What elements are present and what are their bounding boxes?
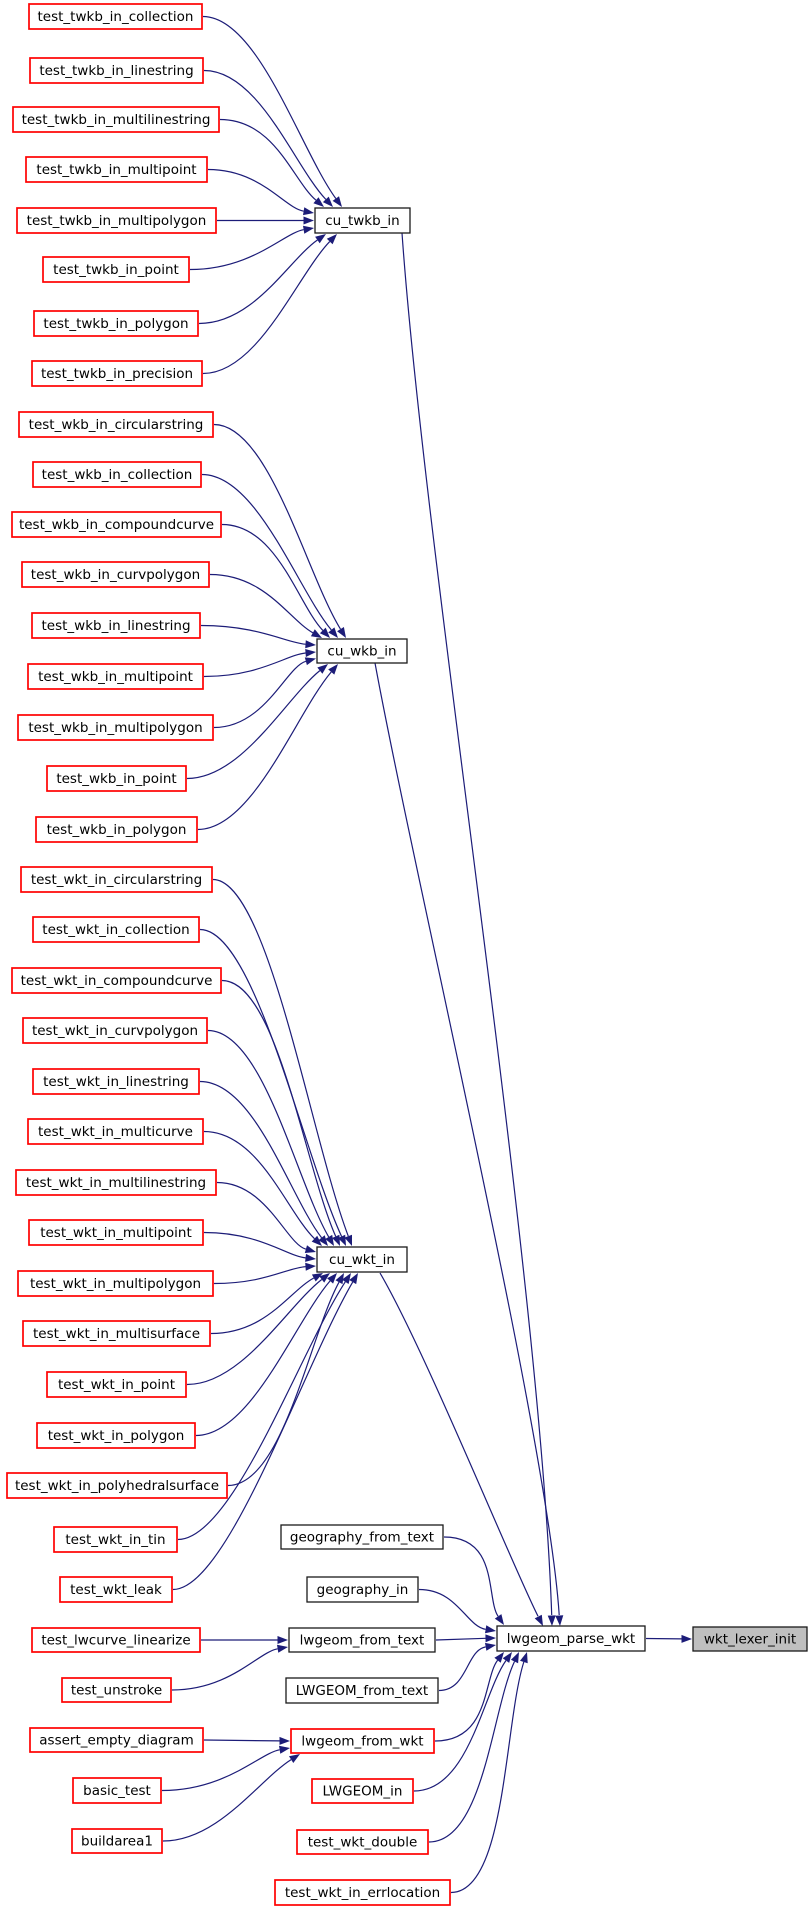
arrowhead-buildarea1-to-lwgeom_from_wkt [289,1754,300,1763]
edge-test_twkb_in_precision-to-cu_twkb_in [203,242,330,374]
node-label: basic_test [83,1783,151,1799]
arrowhead-cu_wkt_in-to-lwgeom_parse_wkt [535,1615,543,1626]
edge-test_wkb_in_linestring-to-cu_wkb_in [201,626,306,645]
node-label: lwgeom_from_wkt [301,1733,424,1750]
arrowhead-lwgeom_parse_wkt-to-wkt_lexer_init [682,1635,693,1643]
arrowhead-test_twkb_in_multipoint-to-cu_twkb_in [303,207,314,215]
node-label: test_wkt_in_polyhedralsurface [14,1478,220,1494]
arrowhead-geography_in-to-lwgeom_parse_wkt [485,1625,496,1633]
edge-test_twkb_in_linestring-to-cu_twkb_in [204,71,326,200]
edge-test_unstroke-to-lwgeom_from_text [172,1649,278,1690]
edge-LWGEOM_from_text-to-lwgeom_parse_wkt [439,1647,486,1691]
arrowhead-cu_twkb_in-to-lwgeom_parse_wkt [548,1615,556,1626]
node-LWGEOM_in[interactable] [312,1779,413,1803]
node-label: test_wkt_leak [70,1582,162,1598]
node-test_wkt_in_polyhedralsurface[interactable] [7,1473,227,1498]
node-label: test_twkb_in_multipolygon [26,213,207,229]
node-label: test_wkt_in_multisurface [32,1326,201,1342]
arrowhead-test_wkb_in_multipoint-to-cu_wkb_in [305,649,316,657]
node-label: cu_wkb_in [327,643,397,660]
node-label: test_wkb_in_polygon [46,822,187,838]
node-test_twkb_in_multipolygon[interactable] [17,208,216,233]
edge-test_wkt_in_errlocation-to-lwgeom_parse_wkt [451,1662,524,1893]
node-label: test_twkb_in_point [53,262,179,278]
node-cu_wkt_in[interactable] [317,1247,407,1272]
node-label: test_wkb_in_compoundcurve [18,517,215,533]
node-label: test_wkt_in_multilinestring [25,1175,207,1191]
node-assert_empty_diagram[interactable] [30,1728,203,1752]
node-label: test_twkb_in_linestring [39,63,194,79]
node-test_wkt_in_linestring[interactable] [33,1069,199,1094]
edge-lwgeom_from_wkt-to-lwgeom_parse_wkt [435,1660,498,1741]
edge-test_wkb_in_polygon-to-cu_wkb_in [198,672,331,830]
node-label: test_wkt_in_circularstring [30,872,203,888]
edge-buildarea1-to-lwgeom_from_wkt [163,1760,291,1841]
node-test_wkb_in_curvpolygon[interactable] [22,562,209,587]
node-label: test_twkb_in_precision [40,366,194,382]
node-label: test_wkt_in_polygon [47,1428,185,1444]
arrowhead-cu_wkb_in-to-lwgeom_parse_wkt [555,1615,563,1626]
arrowhead-geography_from_text-to-lwgeom_parse_wkt [495,1614,504,1625]
node-test_wkb_in_multipolygon[interactable] [18,715,213,740]
edge-test_wkt_in_circularstring-to-cu_wkt_in [213,880,348,1237]
edge-test_twkb_in_multilinestring-to-cu_twkb_in [220,120,316,201]
arrowhead-test_twkb_in_collection-to-cu_twkb_in [333,196,342,207]
edge-test_twkb_in_multipoint-to-cu_twkb_in [208,170,304,212]
edge-test_twkb_in_collection-to-cu_twkb_in [203,17,336,199]
edge-test_wkt_in_compoundcurve-to-cu_wkt_in [222,981,336,1237]
node-label: test_wkt_in_tin [65,1532,166,1548]
edge-geography_in-to-lwgeom_parse_wkt [419,1590,486,1630]
node-label: test_wkt_in_compoundcurve [20,973,213,989]
arrowhead-test_twkb_in_multipolygon-to-cu_twkb_in [304,217,315,225]
node-label: test_wkb_in_curvpolygon [30,567,201,583]
edge-test_wkt_in_multisurface-to-cu_wkt_in [211,1278,314,1334]
edge-test_twkb_in_point-to-cu_twkb_in [190,230,304,270]
node-label: LWGEOM_in [322,1783,403,1800]
node-test_twkb_in_linestring[interactable] [30,58,203,83]
edge-test_wkt_in_linestring-to-cu_wkt_in [200,1082,322,1238]
arrowhead-test_unstroke-to-lwgeom_from_text [277,1645,288,1653]
edge-cu_twkb_in-to-lwgeom_parse_wkt [402,233,552,1615]
node-test_wkb_in_point[interactable] [47,766,186,791]
node-cu_wkb_in[interactable] [317,639,407,663]
node-test_unstroke[interactable] [62,1678,171,1702]
edge-test_wkt_in_curvpolygon-to-cu_wkt_in [208,1031,329,1237]
node-test_twkb_in_multilinestring[interactable] [13,107,219,132]
edge-test_wkt_in_polyhedralsurface-to-cu_wkt_in [228,1282,339,1485]
arrowhead-lwgeom_from_text-to-lwgeom_parse_wkt [485,1634,496,1642]
arrowhead-basic_test-to-lwgeom_from_wkt [279,1746,290,1754]
node-label: geography_from_text [289,1529,435,1546]
node-test_twkb_in_point[interactable] [43,257,189,282]
edge-test_wkb_in_multipolygon-to-cu_wkb_in [214,661,306,727]
node-label: test_wkt_in_point [57,1377,176,1393]
node-label: test_wkb_in_circularstring [28,417,204,433]
node-test_wkt_in_multisurface[interactable] [23,1321,210,1346]
node-label: test_twkb_in_polygon [43,316,189,332]
node-test_twkb_in_precision[interactable] [32,361,202,386]
edge-assert_empty_diagram-to-lwgeom_from_wkt [204,1740,280,1741]
node-label: cu_wkt_in [329,1252,395,1268]
node-cu_twkb_in[interactable] [315,208,410,233]
arrowhead-test_wkt_in_multilinestring-to-cu_wkt_in [305,1245,316,1253]
node-label: buildarea1 [81,1833,153,1850]
arrowhead-test_wkb_in_collection-to-cu_wkb_in [328,627,338,638]
node-lwgeom_parse_wkt[interactable] [497,1626,645,1651]
arrowhead-test_twkb_in_polygon-to-cu_twkb_in [315,234,326,243]
node-label: test_wkt_in_linestring [43,1074,189,1090]
node-test_wkb_in_collection[interactable] [33,462,201,487]
node-test_wkb_in_polygon[interactable] [36,817,197,842]
node-test_wkt_double[interactable] [297,1830,428,1854]
edge-cu_wkt_in-to-lwgeom_parse_wkt [380,1273,538,1616]
node-label: test_wkb_in_collection [41,467,193,483]
node-test_wkb_in_linestring[interactable] [32,613,200,638]
node-test_wkb_in_multipoint[interactable] [28,664,203,689]
edge-test_wkt_in_multicurve-to-cu_wkt_in [204,1132,315,1239]
node-label: cu_twkb_in [325,213,400,229]
node-test_twkb_in_collection[interactable] [29,4,202,29]
node-LWGEOM_from_text[interactable] [286,1678,438,1703]
arrowhead-lwgeom_from_wkt-to-lwgeom_parse_wkt [494,1652,504,1663]
node-label: test_wkb_in_multipolygon [28,720,203,736]
arrowhead-test_wkb_in_curvpolygon-to-cu_wkb_in [311,629,322,638]
arrowhead-test_lwcurve_linearize-to-lwgeom_from_text [278,1636,289,1644]
edge-test_wkb_in_circularstring-to-cu_wkb_in [214,425,341,630]
edge-test_wkb_in_multipoint-to-cu_wkb_in [204,653,306,677]
edge-test_wkb_in_curvpolygon-to-cu_wkb_in [210,575,313,633]
arrowhead-test_wkb_in_point-to-cu_wkb_in [317,664,328,674]
node-wkt_lexer_init [693,1627,807,1651]
node-label: test_wkt_in_multipolygon [29,1276,202,1292]
node-label: assert_empty_diagram [39,1732,194,1749]
arrowhead-LWGEOM_in-to-lwgeom_parse_wkt [503,1652,512,1663]
node-test_wkt_in_errlocation[interactable] [275,1880,450,1905]
node-test_lwcurve_linearize[interactable] [32,1628,200,1652]
node-test_wkb_in_compoundcurve[interactable] [12,512,221,537]
node-test_wkt_in_multilinestring[interactable] [16,1170,216,1195]
node-test_wkt_in_multipoint[interactable] [29,1220,203,1245]
node-test_twkb_in_polygon[interactable] [34,311,198,336]
node-test_wkt_in_polygon[interactable] [37,1423,195,1448]
arrowhead-test_wkt_in_polyhedralsurface-to-cu_wkt_in [336,1273,345,1284]
node-label: test_lwcurve_linearize [41,1632,191,1649]
node-test_wkb_in_circularstring[interactable] [19,412,213,437]
node-label: lwgeom_parse_wkt [506,1631,636,1647]
node-buildarea1[interactable] [72,1829,162,1853]
node-label: test_wkt_in_collection [42,922,190,938]
node-geography_from_text[interactable] [281,1525,443,1549]
node-label: test_wkt_in_curvpolygon [31,1023,199,1039]
edge-lwgeom_from_text-to-lwgeom_parse_wkt [436,1638,486,1640]
edge-test_wkt_double-to-lwgeom_parse_wkt [429,1662,515,1843]
node-test_wkt_in_tin[interactable] [54,1527,177,1552]
arrowhead-test_wkb_in_linestring-to-cu_wkb_in [305,640,316,648]
node-test_wkt_in_point[interactable] [47,1372,186,1397]
node-label: test_wkb_in_point [56,771,177,787]
edge-test_wkt_in_multilinestring-to-cu_wkt_in [217,1183,306,1250]
arrowhead-test_wkt_double-to-lwgeom_parse_wkt [511,1652,519,1663]
node-label: LWGEOM_from_text [295,1683,429,1699]
arrowhead-test_twkb_in_point-to-cu_twkb_in [303,226,314,234]
node-lwgeom_from_text[interactable] [289,1628,435,1652]
node-test_wkt_in_collection[interactable] [33,917,199,942]
node-test_wkt_in_circularstring[interactable] [21,867,212,892]
node-basic_test[interactable] [73,1778,161,1803]
node-test_wkt_in_multicurve[interactable] [28,1119,203,1144]
node-test_wkt_in_multipolygon[interactable] [18,1271,213,1296]
arrowhead-assert_empty_diagram-to-lwgeom_from_wkt [280,1737,291,1745]
edge-geography_from_text-to-lwgeom_parse_wkt [444,1537,498,1616]
arrowhead-test_wkb_in_multipolygon-to-cu_wkb_in [305,657,316,665]
node-label: lwgeom_from_text [299,1632,425,1649]
arrowhead-test_wkt_in_errlocation-to-lwgeom_parse_wkt [520,1652,528,1663]
node-test_wkt_in_curvpolygon[interactable] [23,1018,207,1043]
node-lwgeom_from_wkt[interactable] [291,1729,434,1753]
node-label: test_wkb_in_multipoint [38,669,193,685]
node-label: test_unstroke [70,1682,163,1699]
edge-test_wkb_in_collection-to-cu_wkb_in [202,475,331,630]
arrowhead-test_wkt_in_multipolygon-to-cu_wkt_in [305,1263,316,1271]
node-label: test_twkb_in_multipoint [36,162,197,178]
node-label: test_twkb_in_collection [37,9,194,25]
node-label: geography_in [316,1582,409,1598]
node-label: test_twkb_in_multilinestring [21,112,211,128]
edges-layer [162,17,692,1893]
node-label: test_wkt_in_multicurve [38,1124,193,1140]
arrowhead-LWGEOM_from_text-to-lwgeom_parse_wkt [485,1643,496,1651]
node-label: test_wkb_in_linestring [41,618,191,634]
edge-test_wkb_in_compoundcurve-to-cu_wkb_in [222,525,323,631]
edge-test_wkt_in_multipolygon-to-cu_wkt_in [214,1267,306,1284]
node-label: test_wkt_in_multipoint [40,1225,192,1241]
node-label: test_wkt_double [307,1834,418,1851]
arrowhead-test_wkb_in_circularstring-to-cu_wkb_in [337,627,346,638]
node-label: wkt_lexer_init [703,1631,797,1648]
node-test_twkb_in_multipoint[interactable] [26,157,207,182]
node-geography_in[interactable] [307,1577,418,1602]
node-test_wkt_in_compoundcurve[interactable] [12,968,221,993]
node-label: test_wkt_in_errlocation [284,1885,441,1901]
arrowhead-test_wkt_in_multipoint-to-cu_wkt_in [305,1254,316,1262]
node-test_wkt_leak[interactable] [60,1577,172,1602]
